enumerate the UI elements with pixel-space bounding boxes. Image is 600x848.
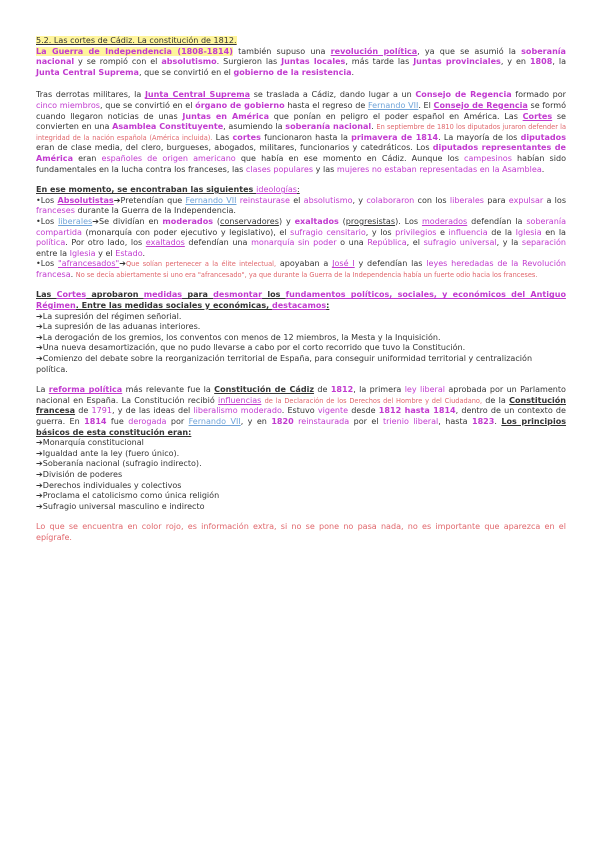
list-item: ➔Soberanía nacional (sufragio indirecto).	[36, 459, 202, 469]
cortes-paragraph: Tras derrotas militares, la Junta Central Suprema se traslada a Cádiz, dando lugar a un Consejo de Regencia formado por cinco miembros, que se convirtió en el órgano de gobierno hasta el regreso de Fernando VII. El Consejo de Regencia se formó cuando llegaron noticias de unas Juntas en América que ponían en peligro el poder español en América. Las Cortes se convierten en una Asamblea Constituyente, asumiendo la soberanía nacional. En septiembre de 1810 los diputados juraron defender la integridad de la nación española (América incluida). Las cortes funcionaron hasta la primavera de 1814. La mayoría de los diputados eran de clase media, del clero, burgueses, abogados, militares, funcionarios y catedráticos. Los diputados representantes de América eran españoles de origen americano que había en ese momento en Cádiz. Aunque los campesinos habían sido fundamentales en la lucha contra los franceses, las clases populares y las mujeres no estaban representadas en la Asamblea.	[36, 90, 567, 174]
list-item: ➔Proclama el catolicismo como única religión	[36, 491, 220, 501]
measures-paragraph: Las Cortes aprobaron medidas para desmontar los fundamentos políticos, sociales, y económicos del Antiguo Régimen. Entre las medidas sociales y económicas, destacamos:	[36, 290, 566, 311]
arrow-icon: ➔	[36, 343, 43, 353]
list-item: ➔Sufragio universal masculino e indirecto	[36, 501, 205, 511]
arrow-icon: ➔	[36, 438, 43, 448]
intro-paragraph: 5.2. Las cortes de Cádiz. La constitución de 1812. La Guerra de Independencia (1808-1814) también supuso una revolución política, ya que se asumió la soberanía nacional y se rompió con el absolutismo. Surgieron las Juntas locales, más tarde las Juntas provinciales, y en 1808, la Junta Central Suprema, que se convirtió en el gobierno de la resistencia.	[36, 36, 566, 77]
arrow-icon: ➔	[36, 332, 43, 342]
list-item: ➔La derogación de los gremios, los conventos con menos de 12 miembros, la Mesta y la Inquisición.	[36, 332, 441, 342]
arrow-icon: ➔	[36, 459, 43, 469]
arrow-icon: ➔	[36, 480, 43, 490]
war-of-independence: La Guerra de Independencia (1808-1814)	[36, 46, 233, 56]
arrow-icon: ➔	[36, 501, 43, 511]
principles-list	[36, 438, 566, 512]
arrow-icon: ➔	[36, 322, 43, 332]
constitution-paragraph: La reforma política más relevante fue la Constitución de Cádiz de 1812, la primera ley liberal aprobada por un Parlamento nacional en España. La Constitución recibió influencias de la Declaración de los Derechos del Hombre y del Ciudadano, de la Constitución francesa de 1791, y de las ideas del liberalismo moderado. Estuvo vigente desde 1812 hasta 1814, dentro de un contexto de guerra. En 1814 fue derogada por Fernando VII, y en 1820 reinstaurada por el trienio liberal, hasta 1823. Los principios básicos de esta constitución eran:	[36, 385, 567, 437]
list-item: ➔Monarquía constitucional	[36, 438, 144, 448]
arrow-icon: ➔	[36, 311, 43, 321]
list-item: ➔División de poderes	[36, 469, 123, 479]
list-item: ➔Igualdad ante la ley (fuero único).	[36, 448, 180, 458]
list-item: ➔Comienzo del debate sobre la reorganización territorial de España, para conseguir uniformidad territorial y centralización política.	[36, 354, 533, 374]
arrow-icon: ➔	[36, 491, 43, 501]
list-item: ➔La supresión de las aduanas interiores.	[36, 322, 201, 332]
ideologies-paragraph: En ese momento, se encontraban las siguientes ideologías: •Los Absolutistas➔Pretendían que Fernando VII reinstaurase el absolutismo, y colaboraron con los liberales para expulsar a los franceses durante la Guerra de la Independencia. •Los liberales➔Se dividían en moderados (conservadores) y exaltados (progresistas). Los moderados defendían la soberanía compartida (monarquía con poder ejecutivo y legislativo), el sufragio censitario, y los privilegios e influencia de la Iglesia en la política. Por otro lado, los exaltados defendían una monarquía sin poder o una República, el sufragio universal, y la separación entre la Iglesia y el Estado. •Los "afrancesados"➔Que solían pertenecer a la élite intelectual, apoyaban a José I y defendían las leyes heredadas de la Revolución francesa. No se decía abiertamente si uno era "afrancesado", ya que durante la Guerra de la Independencia había un fuerte odio hacia los franceses.	[36, 185, 567, 279]
arrow-icon: ➔	[36, 448, 43, 458]
extra-info-footnote: Lo que se encuentra en color rojo, es información extra, si no se pone no pasa nada, no es importante que aparezca en el epígrafe.	[36, 522, 566, 542]
list-item: ➔La supresión del régimen señorial.	[36, 311, 182, 321]
arrow-icon: ➔	[36, 354, 43, 364]
list-item: ➔Derechos individuales y colectivos	[36, 480, 182, 490]
arrow-icon: ➔	[36, 469, 43, 479]
extra-info-note: En septiembre de 1810 los diputados juraron defender la integridad de la nación española (América incluida).	[36, 123, 566, 142]
list-item: ➔Una nueva desamortización, que no pudo llevarse a cabo por el corto recorrido que tuvo la Constitución.	[36, 343, 466, 353]
measures-list	[36, 312, 566, 376]
page-title: 5.2. Las cortes de Cádiz. La constitución de 1812.	[36, 36, 237, 45]
